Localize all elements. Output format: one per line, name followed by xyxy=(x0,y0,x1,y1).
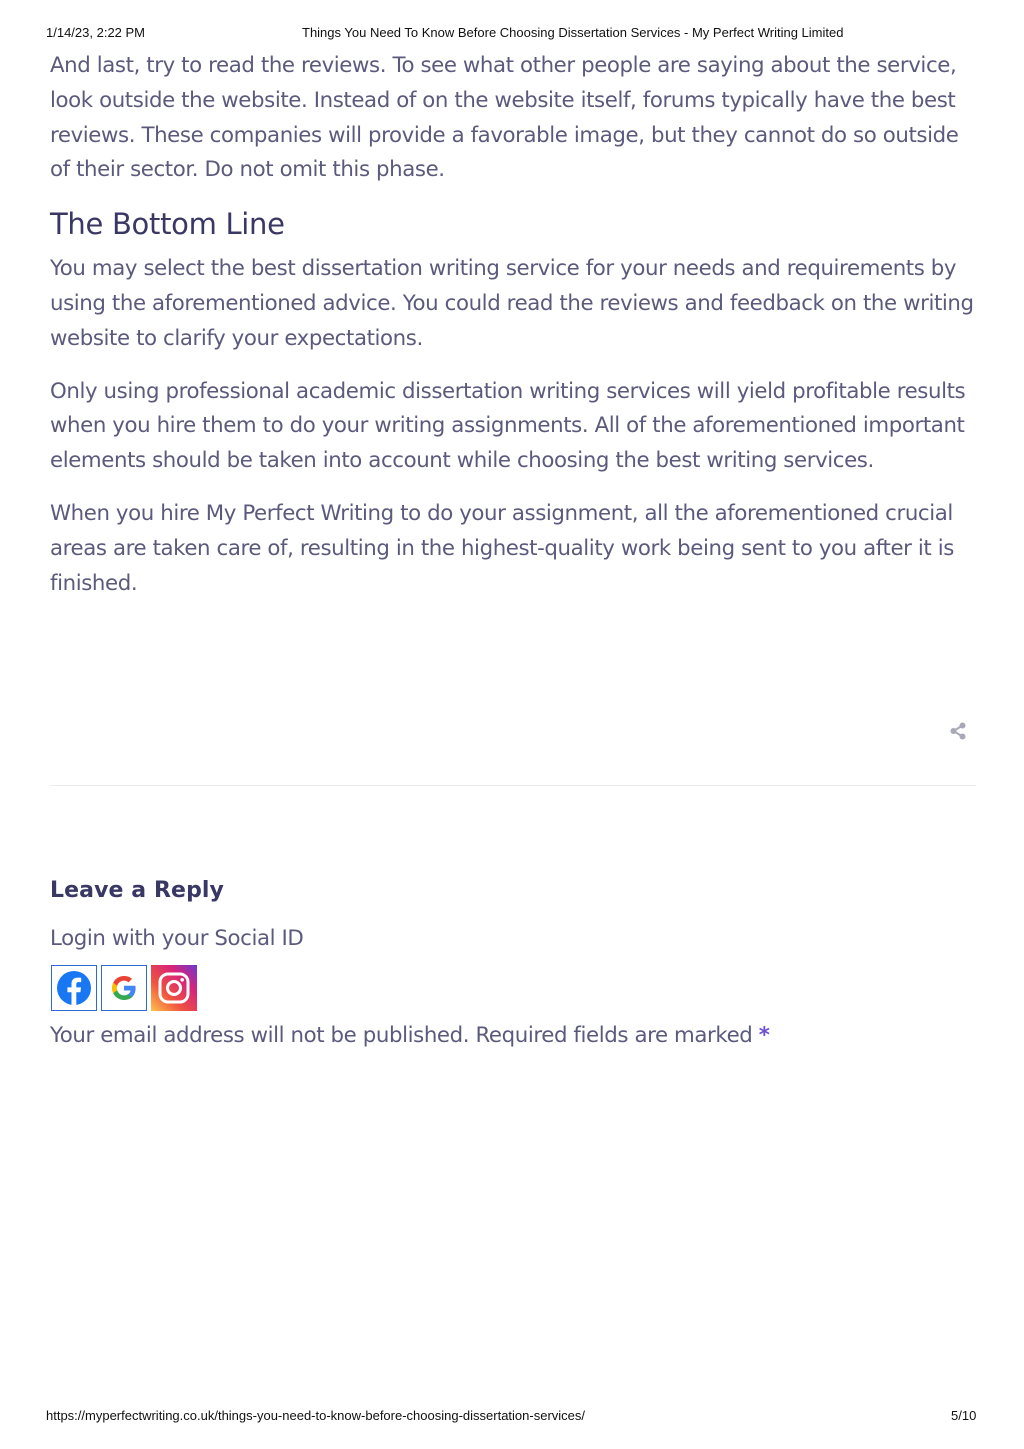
article-paragraph: When you hire My Perfect Writing to do your assignment, all the aforementioned crucial areas are taken care of, resulting in the highest-quality work being sent to you after it is finished. xyxy=(50,500,954,596)
article-paragraph: You may select the best dissertation writing service for your needs and requirements by using the aforementioned advice. You could read the reviews and feedback on the writing website to clarify your expectations. xyxy=(50,256,974,351)
facebook-icon xyxy=(55,969,93,1007)
share-icon[interactable] xyxy=(949,722,967,740)
article-content xyxy=(50,49,980,619)
print-header xyxy=(0,25,1024,41)
facebook-login-button[interactable] xyxy=(51,965,97,1011)
google-login-button[interactable] xyxy=(101,965,147,1011)
social-login-label: Login with your Social ID xyxy=(50,926,304,951)
leave-reply-title: Leave a Reply xyxy=(50,878,225,903)
required-marker: * xyxy=(758,1023,770,1048)
section-heading: The Bottom Line xyxy=(50,207,285,242)
google-icon xyxy=(108,972,140,1004)
page-number: 5/10 xyxy=(951,1408,977,1423)
article-paragraph: And last, try to read the reviews. To see what other people are saying about the service, look outside the website. Instead of on the website itself, forums typically have the best reviews. These companies will provide a favorable image, but they cannot do so outside of their sector. Do not omit this phase. xyxy=(50,53,959,183)
instagram-icon xyxy=(151,965,197,1011)
social-login-buttons xyxy=(51,965,201,1011)
print-page-title: Things You Need To Know Before Choosing Dissertation Services - My Perfect Writing Limited xyxy=(302,25,844,40)
print-footer xyxy=(0,1408,1024,1424)
divider xyxy=(50,785,976,786)
email-privacy-note xyxy=(50,1023,770,1048)
email-note-text: Your email address will not be published. Required fields are marked xyxy=(50,1023,759,1048)
print-date: 1/14/23, 2:22 PM xyxy=(46,25,146,40)
article-paragraph: Only using professional academic dissertation writing services will yield profitable results when you hire them to do your writing assignments. All of the aforementioned important elements should be taken into account while choosing the best writing services. xyxy=(50,378,966,474)
print-url: https://myperfectwriting.co.uk/things-you-need-to-know-before-choosing-dissertation-services/ xyxy=(46,1408,586,1423)
instagram-login-button[interactable] xyxy=(151,965,197,1011)
